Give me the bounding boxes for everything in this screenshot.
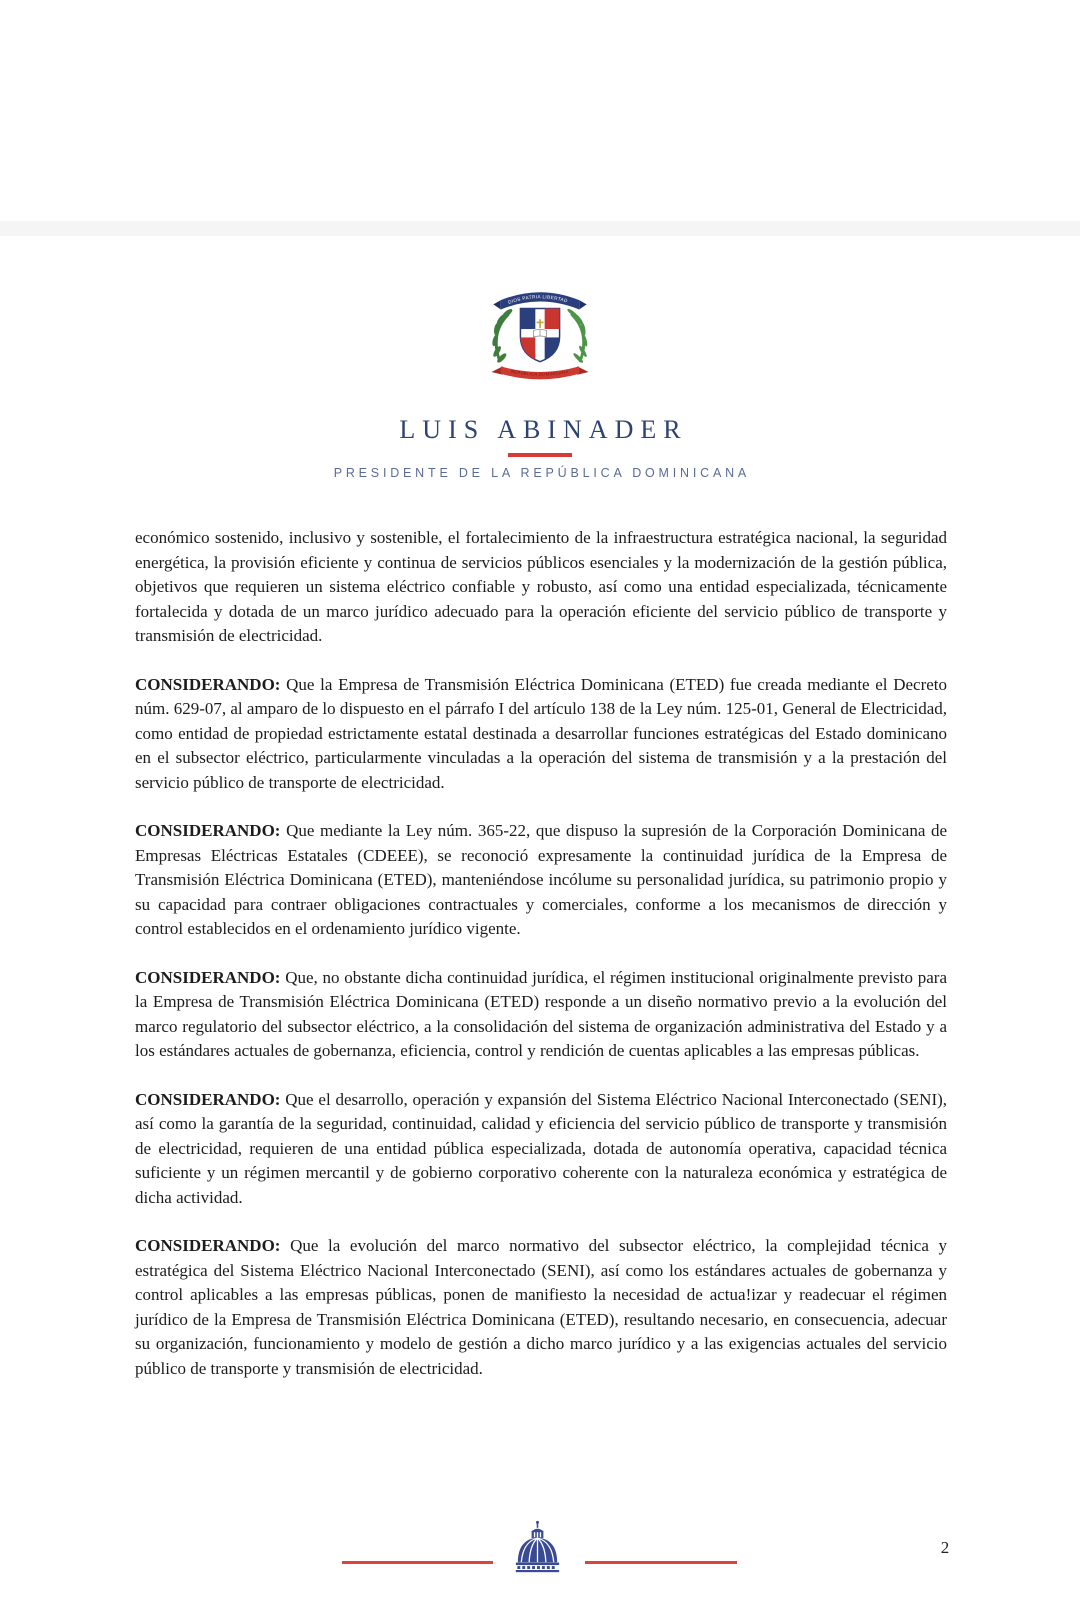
presidential-header xyxy=(0,288,1080,480)
paragraph-lead: CONSIDERANDO: xyxy=(135,967,281,987)
paragraph-lead: CONSIDERANDO: xyxy=(135,821,281,840)
footer-rule-left xyxy=(342,1561,493,1564)
page-gap-separator xyxy=(0,221,1080,236)
motto-text: DIOS PATRIA LIBERTAD xyxy=(507,294,569,305)
page-number: 2 xyxy=(940,1538,950,1557)
paragraph: CONSIDERANDO: Que el desarrollo, operación y expansión del Sistema Eléctrico Nacional Interconectado (SENI), así como la garantía de la seguridad, continuidad, calidad y eficiencia del servicio público de transporte y transmisión de electricidad, requieren de una entidad pública especializada, dotada de autonomía operativa, capacidad técnica suficiente y un régimen mercantil y de gobierno corporativo coherente con la naturaleza económica y estratégica de dicha actividad. xyxy=(135,1089,948,1207)
laurel-branch-icon xyxy=(491,308,513,364)
paragraph: CONSIDERANDO: Que mediante la Ley núm. 365-22, que dispuso la supresión de la Corporación Dominicana de Empresas Eléctricas Estatales (CDEEE), se reconoció expresamente la continuidad jurídica de la Empresa de Transmisión Eléctrica Dominicana (ETED), manteniéndose incólume su personalidad jurídica, su patrimonio propio y su capacidad para contraer obligaciones contractuales y comerciales, conforme a los mecanismos de dirección y control establecidos en el ordenamiento jurídico vigente. xyxy=(135,821,948,938)
paragraph-lead: CONSIDERANDO: xyxy=(135,1236,281,1255)
ribbon-text: REPÚBLICA DOMINICANA xyxy=(510,368,569,377)
dominican-coat-of-arms-icon xyxy=(484,288,596,385)
paragraph: CONSIDERANDO: Que, no obstante dicha continuidad jurídica, el régimen institucional originalmente previsto para la Empresa de Transmisión Eléctrica Dominicana (ETED) responde a un diseño normativo previo a la evolución del marco regulatorio del subsector eléctrico, a la consolidación del sistema de organización administrativa del Estado y a los estándares actuales de gobernanza, eficiencia, control y rendición de cuentas aplicables a las empresas públicas. xyxy=(135,967,947,1060)
paragraph: CONSIDERANDO: Que la Empresa de Transmisión Eléctrica Dominicana (ETED) fue creada mediante el Decreto núm. 629-07, al amparo de lo dispuesto en el párrafo I del artículo 138 de la Ley núm. 125-01, General de Electricidad, como entidad de propiedad estrictamente estatal destinada a desarrollar funciones estratégicas del Estado dominicano en el subsector eléctrico, particularmente vinculadas a la operación del sistema de transmisión y a la prestación del servicio público de transporte de electricidad. xyxy=(135,674,947,792)
president-title: PRESIDENTE DE LA REPÚBLICA DOMINICANA xyxy=(333,466,751,480)
paragraph: económico sostenido, inclusivo y sostenible, el fortalecimiento de la infraestructura estratégica nacional, la seguridad energética, la provisión eficiente y continua de servicios públicos esenciales y la modernización de la gestión pública, objetivos que requieren un sistema eléctrico confiable y robusto, así como una entidad especializada, técnicamente fortalecida y dotada de un marco jurídico adecuado para la operación eficiente del servicio público de transporte y transmisión de electricidad. xyxy=(135,528,947,645)
document-body xyxy=(135,526,947,1405)
motto-banner xyxy=(493,292,586,309)
ribbon-banner xyxy=(492,366,589,379)
palm-branch-icon xyxy=(566,308,588,364)
cross-icon xyxy=(539,319,541,328)
paragraph-lead: CONSIDERANDO: xyxy=(135,674,281,694)
footer-rule-right xyxy=(585,1561,737,1564)
shield xyxy=(520,309,559,362)
national-palace-dome-icon xyxy=(508,1520,567,1573)
paragraph: CONSIDERANDO: Que la evolución del marco normativo del subsector eléctrico, la complejidad técnica y estratégica del Sistema Eléctrico Nacional Interconectado (SENI), así como los estándares actuales de gobernanza y control aplicables a las empresas públicas, ponen de manifiesto la necesidad de actua!izar y readecuar el régimen jurídico de la Empresa de Transmisión Eléctrica Dominicana (ETED), resultando necesario, en consecuencia, adecuar su organización, funcionamiento y modelo de gestión a dicho marco jurídico y a las exigencias actuales del servicio público de transporte y transmisión de electricidad. xyxy=(135,1236,947,1378)
open-bible-icon xyxy=(533,330,546,337)
paragraph-lead: CONSIDERANDO: xyxy=(135,1089,281,1109)
president-name: LUIS ABINADER xyxy=(399,415,688,444)
red-divider xyxy=(508,453,572,457)
